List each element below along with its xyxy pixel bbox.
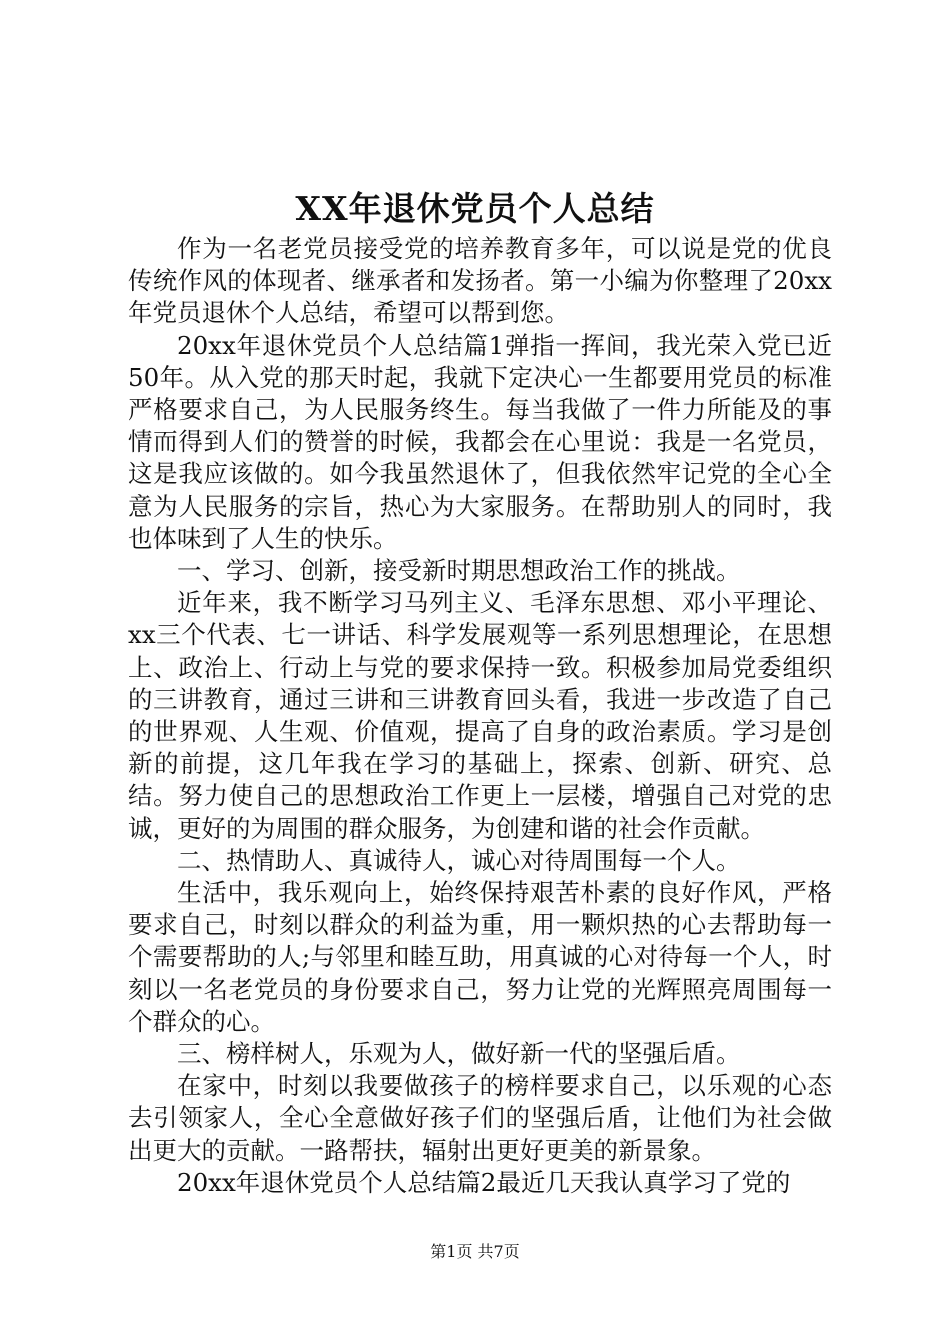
- section-heading-3: 三、榜样树人，乐观为人，做好新一代的坚强后盾。: [177, 1039, 741, 1069]
- paragraph-part2-opening: 20xx年退休党员个人总结篇2最近几天我认真学习了党的: [177, 1167, 791, 1197]
- paragraph-helping-others: 生活中，我乐观向上，始终保持艰苦朴素的良好作风，严格要求自己，时刻以群众的利益为重，用一颗炽热的心去帮助每一个需要帮助的人;与邻里和睦互助，用真诚的心对待每一个人，时刻以一名老党员的身份要求自己，努力让党的光辉照亮周围每一个群众的心。: [128, 878, 832, 1036]
- document-title: XX年退休党员个人总结: [295, 189, 655, 228]
- paragraph-family-role-model: 在家中，时刻以我要做孩子的榜样要求自己，以乐观的心态去引领家人，全心全意做好孩子们的坚强后盾，让他们为社会做出更大的贡献。一路帮扶，辐射出更好更美的新景象。: [128, 1071, 832, 1165]
- section-heading-1: 一、学习、创新，接受新时期思想政治工作的挑战。: [177, 556, 741, 586]
- paragraph-part1-opening: 20xx年退休党员个人总结篇1弹指一挥间，我光荣入党已近50年。从入党的那天时起，我就下定决心一生都要用党员的标准严格要求自己，为人民服务终生。每当我做了一件力所能及的事情而得到人们的赞誉的时候，我都会在心里说：我是一名党员，这是我应该做的。如今我虽然退休了，但我依然牢记党的全心全意为人民服务的宗旨，热心为大家服务。在帮助别人的同时，我也体味到了人生的快乐。: [128, 330, 832, 553]
- section-heading-2: 二、热情助人、真诚待人，诚心对待周围每一个人。: [177, 845, 741, 875]
- page-number-footer: 第1页 共7页: [430, 1242, 520, 1261]
- paragraph-intro: 作为一名老党员接受党的培养教育多年，可以说是党的优良传统作风的体现者、继承者和发扬者。第一小编为你整理了20xx年党员退休个人总结，希望可以帮到您。: [128, 234, 832, 328]
- document-body: [128, 233, 832, 1199]
- paragraph-study-innovation: 近年来，我不断学习马列主义、毛泽东思想、邓小平理论、xx三个代表、七一讲话、科学发展观等一系列思想理论，在思想上、政治上、行动上与党的要求保持一致。积极参加局党委组织的三讲教育，通过三讲和三讲教育回头看，我进一步改造了自己的世界观、人生观、价值观，提高了自身的政治素质。学习是创新的前提，这几年我在学习的基础上，探索、创新、研究、总结。努力使自己的思想政治工作更上一层楼，增强自己对党的忠诚，更好的为周围的群众服务，为创建和谐的社会作贡献。: [128, 588, 832, 843]
